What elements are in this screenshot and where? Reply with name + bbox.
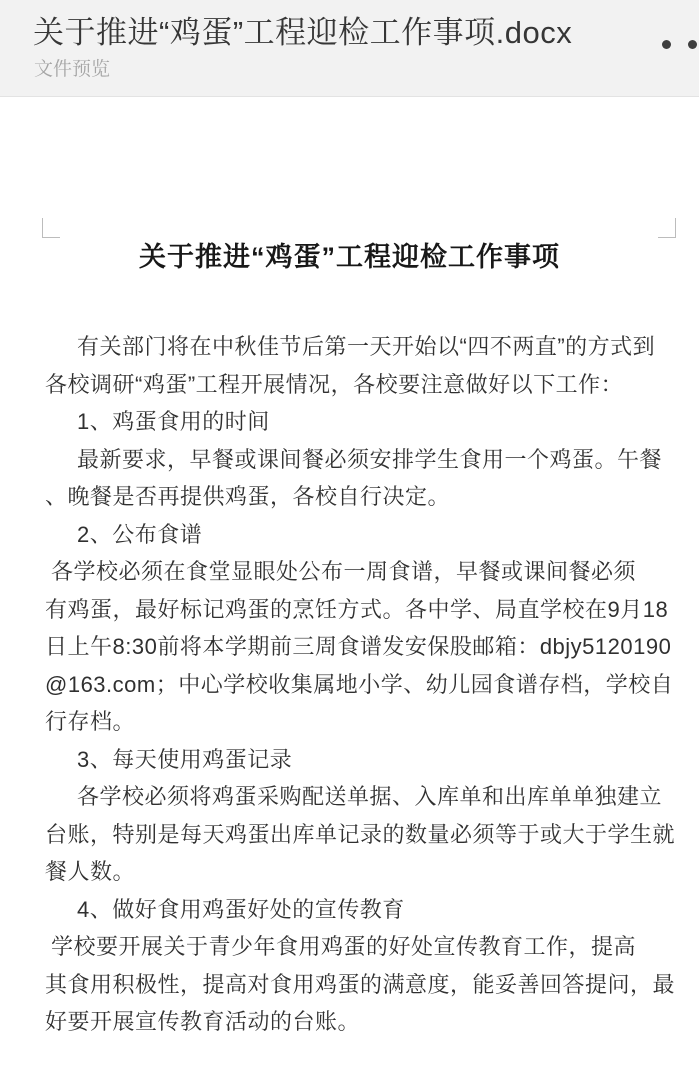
- document-body: [45, 328, 676, 1041]
- more-options-icon[interactable]: [662, 40, 699, 49]
- text-line: 行存档。: [45, 709, 136, 734]
- preview-label: 文件预览: [34, 59, 111, 80]
- text-line: 好要开展宣传教育活动的台账。: [45, 1009, 361, 1034]
- text-line: 1、鸡蛋食用的时间: [77, 409, 270, 434]
- ellipsis-dot: [688, 40, 697, 49]
- text-line: 各学校必须将鸡蛋采购配送单据、入库单和出库单单独建立: [77, 784, 663, 809]
- header-bar: [0, 0, 699, 97]
- document-title: 关于推进“鸡蛋”工程迎检工作事项: [139, 242, 560, 272]
- text-line: 4、做好食用鸡蛋好处的宣传教育: [77, 896, 405, 922]
- text-line: 日上午8:30前将本学期前三周食谱发安保股邮箱：dbjy5120190: [45, 634, 672, 659]
- text-line: 、晚餐是否再提供鸡蛋，各校自行决定。: [45, 484, 451, 509]
- text-line: 各学校必须在食堂显眼处公布一周食谱，早餐或课间餐必须: [51, 559, 637, 584]
- page-margin-mark-right: [658, 218, 676, 238]
- text-line: 有关部门将在中秋佳节后第一天开始以“四不两直”的方式到: [77, 334, 656, 359]
- document-page: [0, 98, 699, 1080]
- text-line: 餐人数。: [45, 859, 136, 884]
- text-line: 各校调研“鸡蛋”工程开展情况，各校要注意做好以下工作：: [45, 371, 624, 397]
- page-margin-mark-left: [42, 218, 60, 238]
- ellipsis-dot: [662, 40, 671, 49]
- file-name-title: 关于推进“鸡蛋”工程迎检工作事项.docx: [33, 15, 573, 50]
- text-line: 其食用积极性，提高对食用鸡蛋的满意度，能妥善回答提问，最: [45, 971, 676, 997]
- text-line: 3、每天使用鸡蛋记录: [77, 746, 293, 772]
- text-line: 2、公布食谱: [77, 521, 203, 547]
- text-line: 有鸡蛋，最好标记鸡蛋的烹饪方式。各中学、局直学校在9月18: [45, 596, 669, 622]
- text-line: @163.com；中心学校收集属地小学、幼儿园食谱存档，学校自: [45, 671, 674, 697]
- text-line: 最新要求，早餐或课间餐必须安排学生食用一个鸡蛋。午餐: [77, 446, 663, 472]
- text-line: 学校要开展关于青少年食用鸡蛋的好处宣传教育工作，提高: [51, 934, 637, 959]
- text-line: 台账，特别是每天鸡蛋出库单记录的数量必须等于或大于学生就: [45, 821, 676, 847]
